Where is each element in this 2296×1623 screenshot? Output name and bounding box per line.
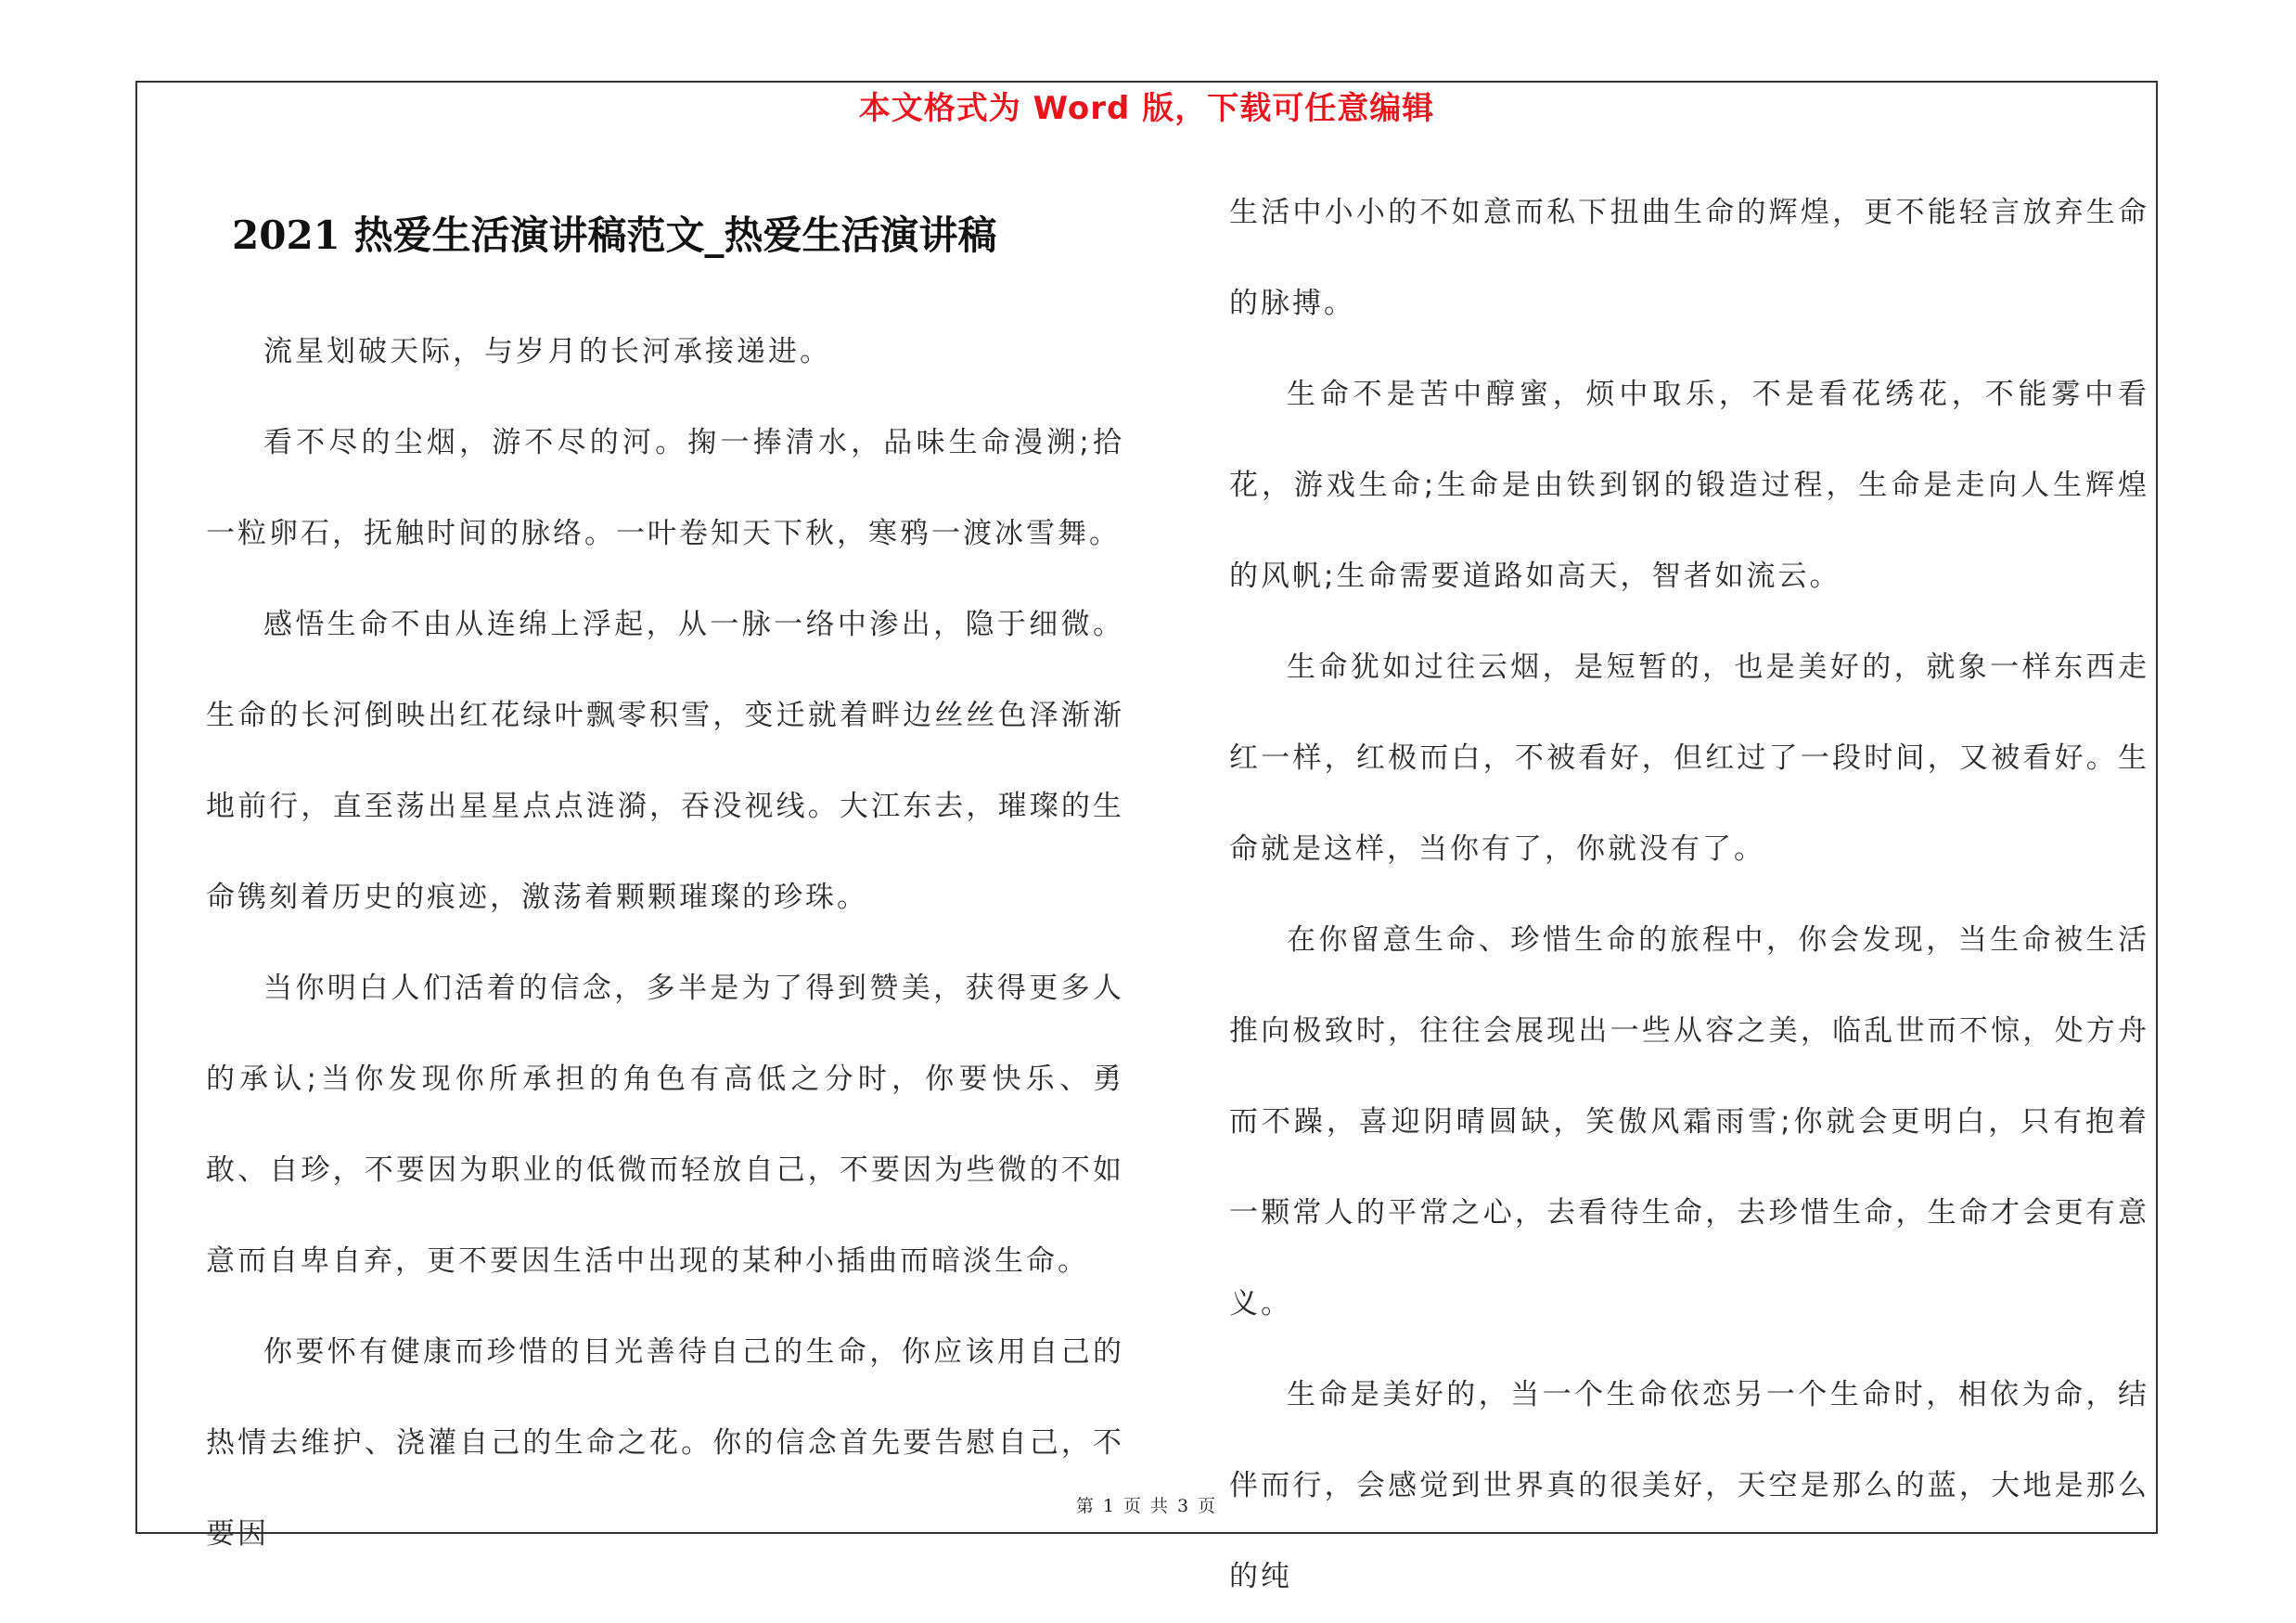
paragraph: 流星划破天际，与岁月的长河承接递进。 [263,335,831,368]
left-column [206,306,1124,1579]
paragraph: 生命不是苦中醇蜜，烦中取乐，不是看花绣花，不能雾中看花，游戏生命;生命是由铁到钢的锻造过程，生命是走向人生辉煌的风帆;生命需要道路如高天，智者如流云。 [1229,378,2149,593]
paragraph: 生命是美好的，当一个生命依恋另一个生命时，相依为命，结伴而行，会感觉到世界真的很美好，天空是那么的蓝，大地是那么的纯 [1229,1378,2149,1593]
paragraph: 生命犹如过往云烟，是短暂的，也是美好的，就象一样东西走红一样，红极而白，不被看好，但红过了一段时间，又被看好。生命就是这样，当你有了，你就没有了。 [1229,650,2149,866]
paragraph: 看不尽的尘烟，游不尽的河。掬一捧清水，品味生命漫溯;拾一粒卵石，抚触时间的脉络。一叶卷知天下秋，寒鸦一渡冰雪舞。 [206,426,1124,550]
word-format-banner: 本文格式为 Word 版，下载可任意编辑 [858,90,1435,127]
paragraph: 你要怀有健康而珍惜的目光善待自己的生命，你应该用自己的热情去维护、浇灌自己的生命之花。你的信念首先要告慰自己，不要因 [206,1335,1124,1551]
paragraph: 在你留意生命、珍惜生命的旅程中，你会发现，当生命被生活推向极致时，往往会展现出一些从容之美，临乱世而不惊，处方舟而不躁，喜迎阴晴圆缺，笑傲风霜雨雪;你就会更明白，只有抱着一颗常人的平常之心，去看待生命，去珍惜生命，生命才会更有意义。 [1229,923,2149,1320]
paragraph: 感悟生命不由从连绵上浮起，从一脉一络中渗出，隐于细微。生命的长河倒映出红花绿叶飘零积雪，变迁就着畔边丝丝色泽渐渐地前行，直至荡出星星点点涟漪，吞没视线。大江东去，璀璨的生命镌刻着历史的痕迹，激荡着颗颗璀璨的珍珠。 [206,608,1124,914]
page-number-footer: 第 1 页 共 3 页 [1075,1496,1218,1516]
paragraph: 当你明白人们活着的信念，多半是为了得到赞美，获得更多人的承认;当你发现你所承担的角色有高低之分时，你要快乐、勇敢、自珍，不要因为职业的低微而轻放自己，不要因为些微的不如意而自卑自弃，更不要因生活中出现的某种小插曲而暗淡生命。 [206,972,1124,1278]
paragraph-continued: 生活中小小的不如意而私下扭曲生命的辉煌，更不能轻言放弃生命的脉搏。 [1229,196,2149,320]
right-column [1229,167,2149,1622]
document-title: 2021 热爱生活演讲稿范文_热爱生活演讲稿 [232,213,997,258]
